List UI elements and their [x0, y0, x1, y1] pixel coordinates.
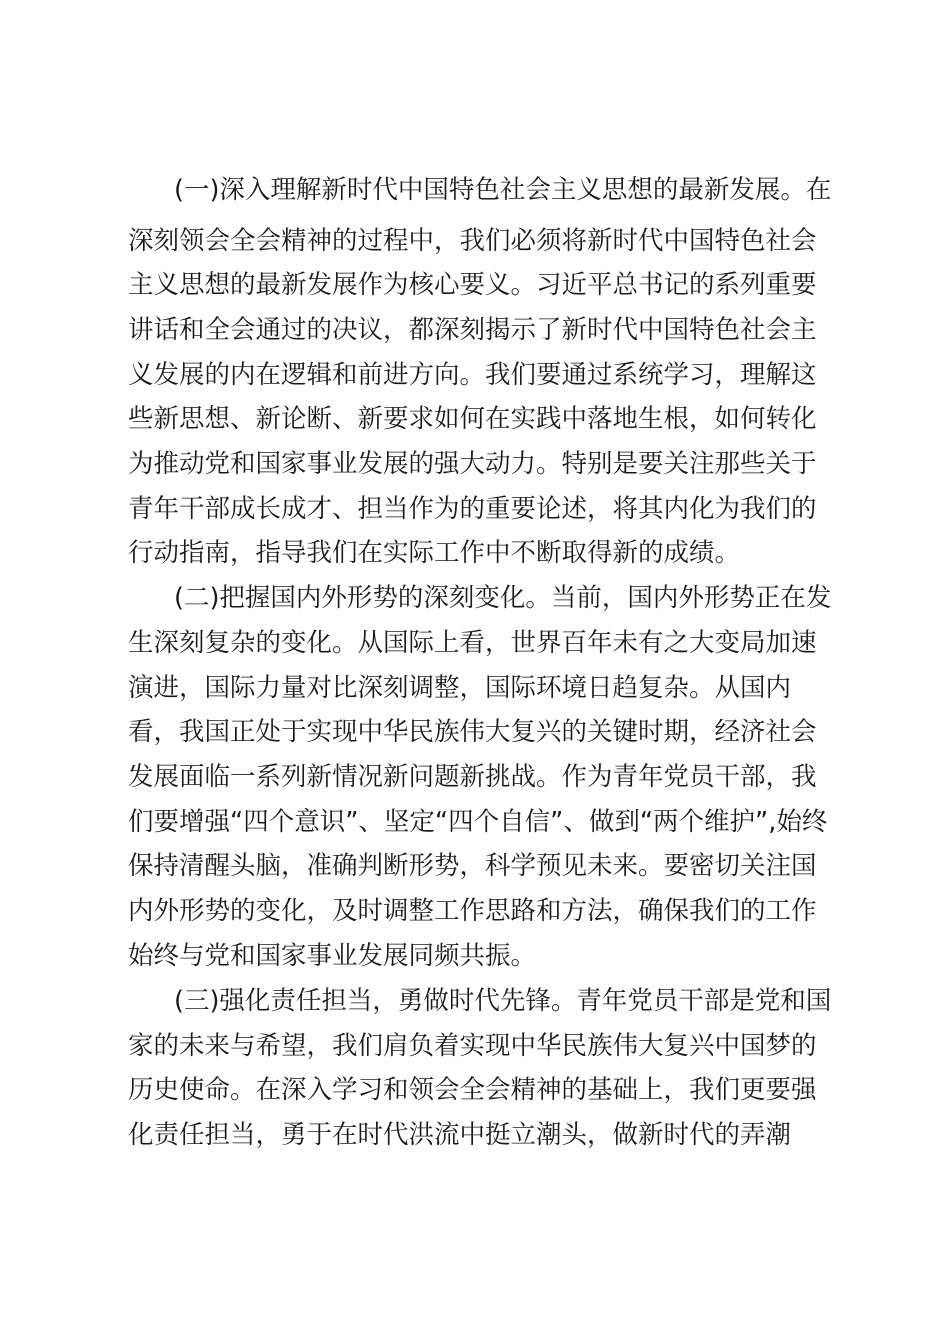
paragraph-2-line-3: 演进，国际力量对比深刻调整，国际环境日趋复杂。从国内 [128, 673, 792, 703]
paragraph-3-line-2: 家的未来与希望，我们肩负着实现中华民族伟大复兴中国梦的 [128, 1031, 817, 1061]
paragraph-3-line-4: 化责任担当，勇于在时代洪流中挺立潮头，做新时代的弄潮 [128, 1120, 792, 1150]
paragraph-1-line-9: 行动指南，指导我们在实际工作中不断取得新的成绩。 [128, 538, 741, 568]
paragraph-1-line-7: 为推动党和国家事业发展的强大动力。特别是要关注那些关于 [128, 449, 817, 479]
paragraph-1-line-1: (一)深入理解新时代中国特色社会主义思想的最新发展。在 [174, 175, 832, 205]
paragraph-2-line-7: 保持清醒头脑，准确判断形势，科学预见未来。要密切关注国 [128, 851, 817, 881]
paragraph-1-line-6: 些新思想、新论断、新要求如何在实践中落地生根，如何转化 [128, 404, 817, 434]
paragraph-1-line-2: 深刻领会全会精神的过程中，我们必须将新时代中国特色社会 [128, 226, 817, 256]
paragraph-1-line-8: 青年干部成长成才、担当作为的重要论述，将其内化为我们的 [128, 494, 817, 524]
paragraph-2-line-1: (二)把握国内外形势的深刻变化。当前，国内外形势正在发 [174, 583, 832, 613]
paragraph-2-line-5: 发展面临一系列新情况新问题新挑战。作为青年党员干部，我 [128, 762, 817, 792]
paragraph-1-line-5: 义发展的内在逻辑和前进方向。我们要通过系统学习，理解这 [128, 360, 817, 390]
paragraph-3-line-3: 历史使命。在深入学习和领会全会精神的基础上，我们更要强 [128, 1075, 817, 1105]
paragraph-2-line-2: 生深刻复杂的变化。从国际上看，世界百年未有之大变局加速 [128, 628, 817, 658]
paragraph-2-line-9: 始终与党和国家事业发展同频共振。 [128, 941, 537, 971]
paragraph-1-line-4: 讲话和全会通过的决议，都深刻揭示了新时代中国特色社会主 [128, 315, 817, 345]
paragraph-2-line-4: 看，我国正处于实现中华民族伟大复兴的关键时期，经济社会 [128, 717, 817, 747]
paragraph-1-line-3: 主义思想的最新发展作为核心要义。习近平总书记的系列重要 [128, 270, 817, 300]
paragraph-2-line-6: 们要增强“四个意识”、坚定“四个自信”、做到“两个维护”,始终 [128, 807, 828, 837]
paragraph-3-line-1: (三)强化责任担当，勇做时代先锋。青年党员干部是党和国 [174, 986, 832, 1016]
paragraph-2-line-8: 内外形势的变化，及时调整工作思路和方法，确保我们的工作 [128, 896, 817, 926]
